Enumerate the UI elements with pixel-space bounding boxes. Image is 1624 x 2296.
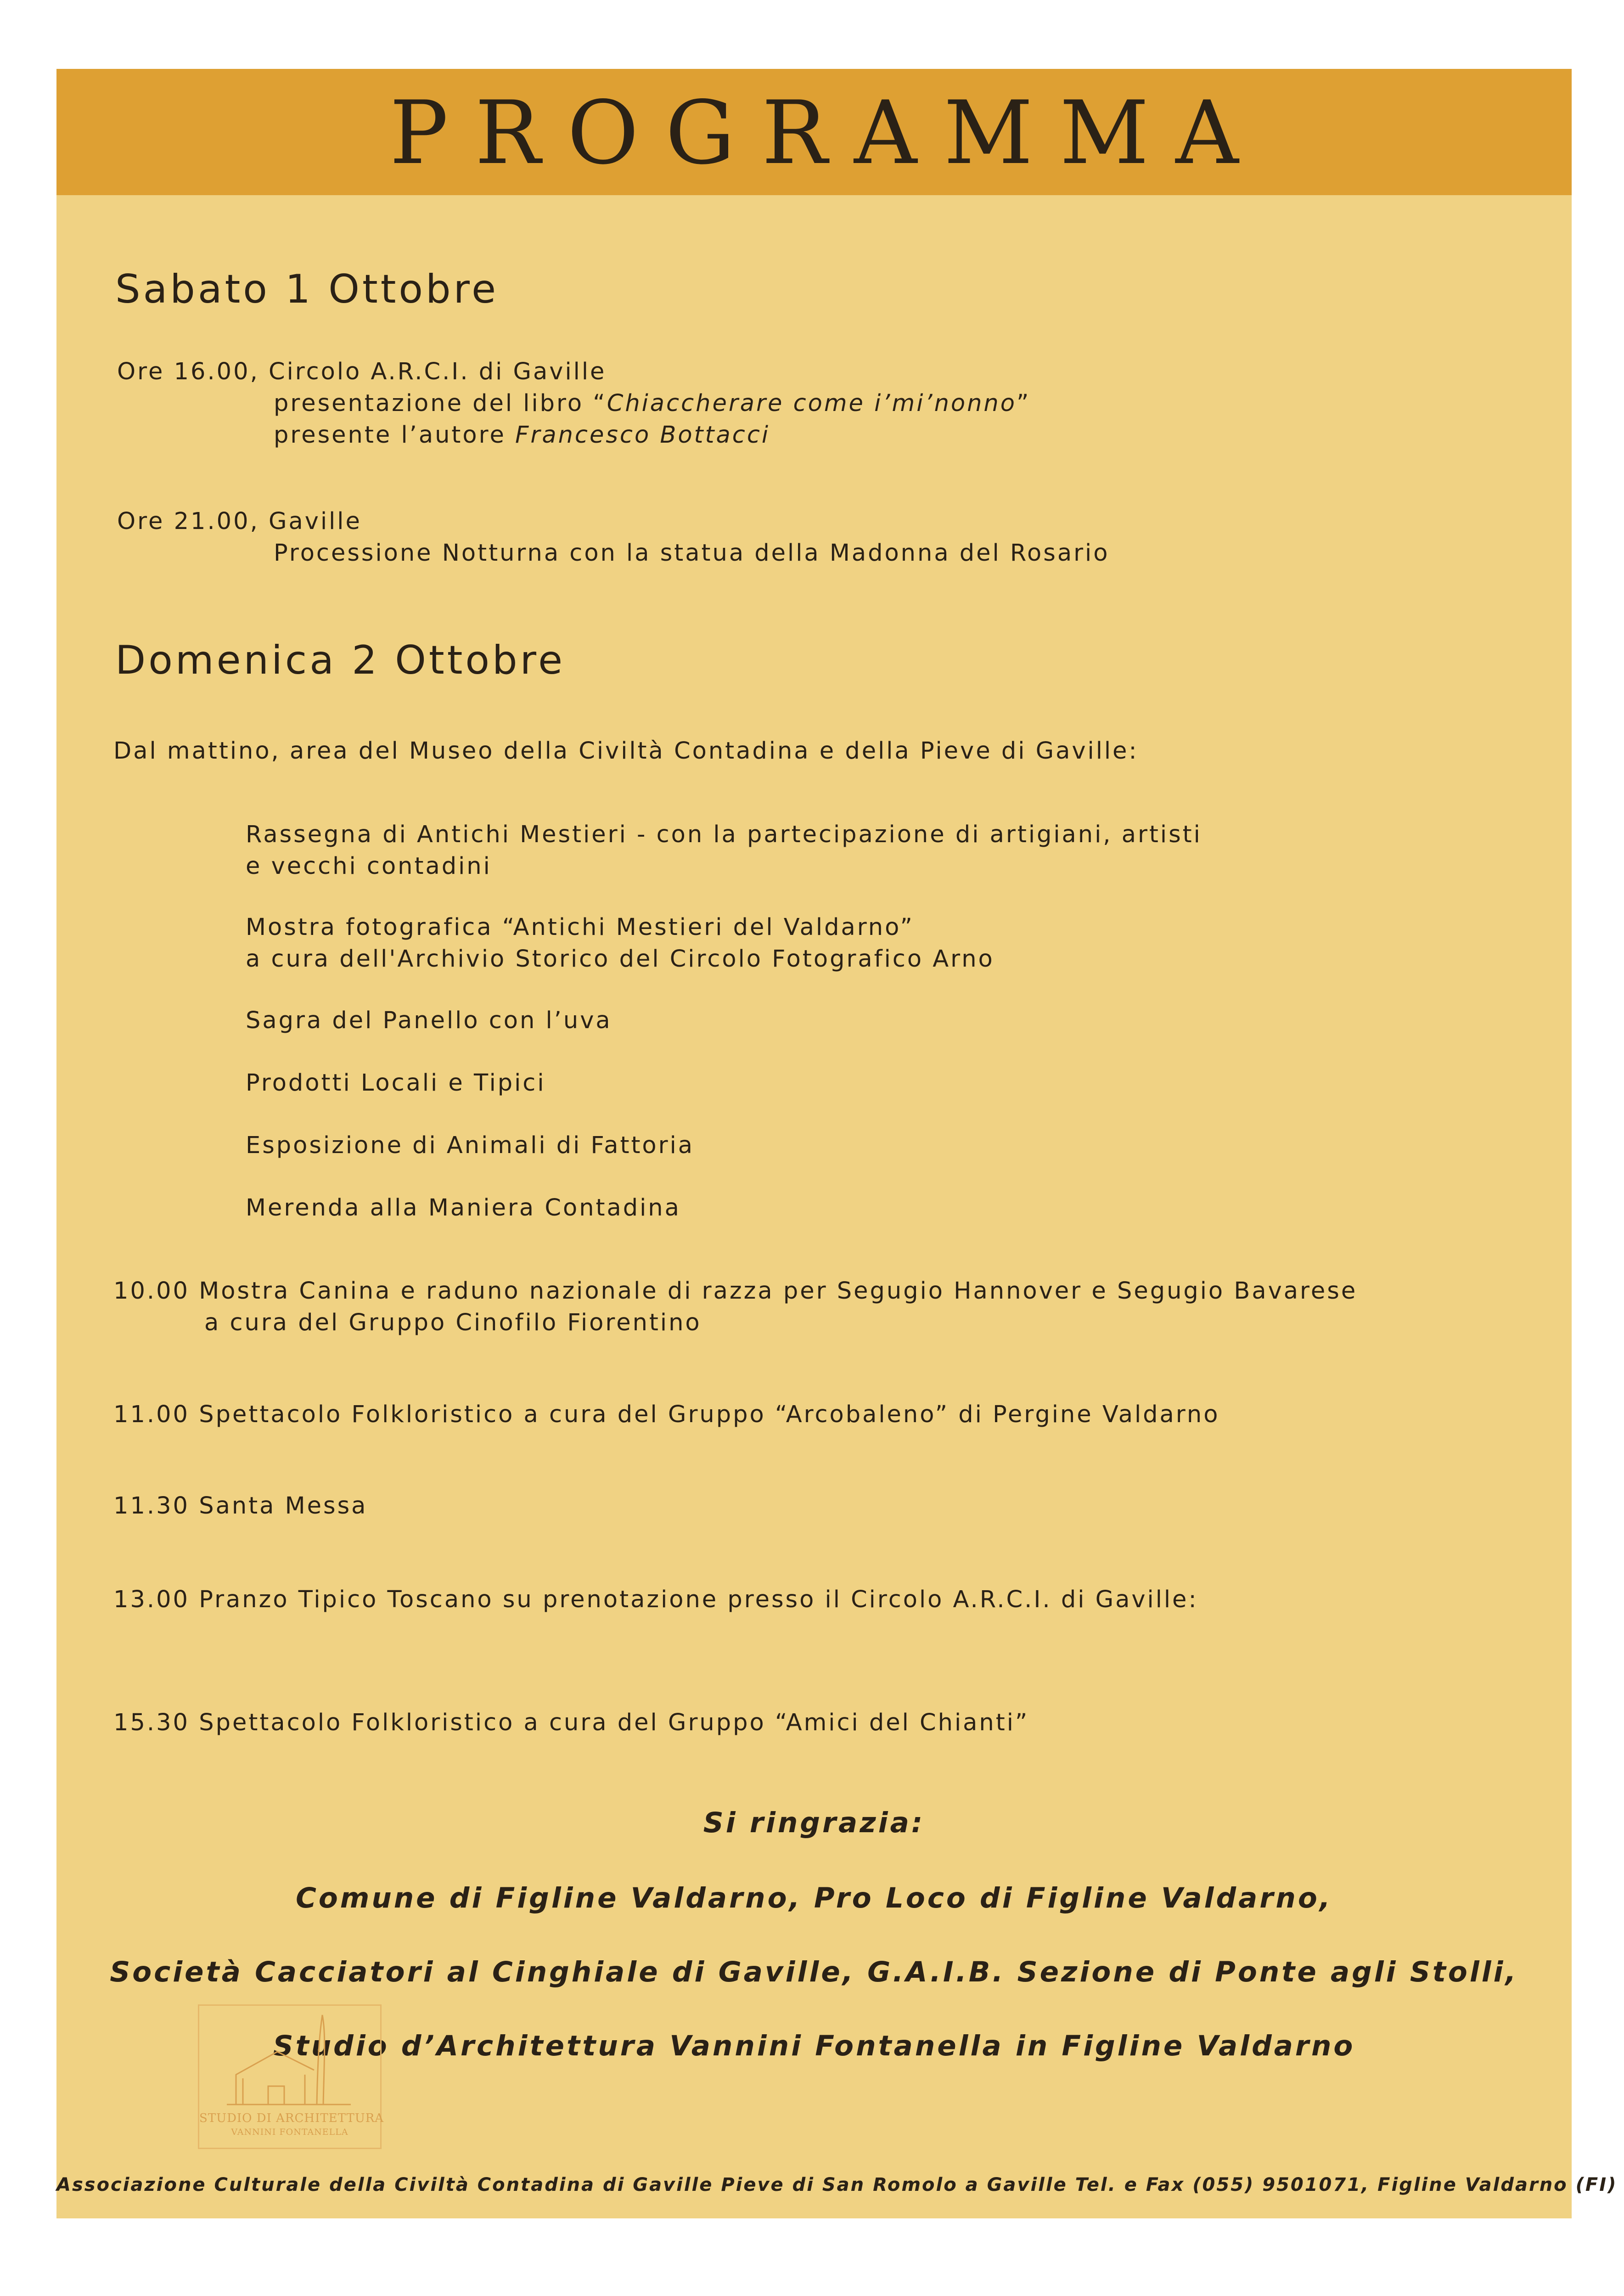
author-label: presente l’autore	[274, 422, 516, 449]
day2-heading: Domenica 2 Ottobre	[115, 637, 566, 683]
list-item: e vecchi contadini	[246, 853, 492, 880]
thanks-line2: Società Cacciatori al Cinghiale di Gaville, G.A.I.B. Sezione di Ponte agli Stolli,	[110, 1956, 1518, 1988]
list-item: a cura dell'Archivio Storico del Circolo Fotografico Arno	[246, 945, 995, 973]
list-item: Mostra fotografica “Antichi Mestieri del Valdarno”	[246, 914, 914, 941]
schedule-1530: 15.30 Spettacolo Folkloristico a cura del Gruppo “Amici del Chianti”	[113, 1709, 1029, 1736]
book-title: Chiaccherare come i’mi’nonno	[607, 390, 1017, 417]
day1-event2-line2: Processione Notturna con la statua della Madonna del Rosario	[274, 540, 1110, 567]
logo-line1: STUDIO DI ARCHITETTURA	[199, 2111, 384, 2125]
page-title: PROGRAMMA	[389, 82, 1265, 184]
schedule-1300: 13.00 Pranzo Tipico Toscano su prenotazione presso il Circolo A.R.C.I. di Gaville:	[113, 1586, 1198, 1613]
schedule-1100: 11.00 Spettacolo Folkloristico a cura del Gruppo “Arcobaleno” di Pergine Valdarno	[113, 1401, 1220, 1428]
schedule-1130: 11.30 Santa Messa	[113, 1492, 368, 1519]
logo-line2: VANNINI FONTANELLA	[231, 2127, 348, 2137]
list-item: Sagra del Panello con l’uva	[246, 1007, 612, 1034]
house-cypress-icon	[199, 2006, 380, 2111]
day2-intro: Dal mattino, area del Museo della Civiltà Contadina e della Pieve di Gaville:	[113, 737, 1139, 765]
list-item: Prodotti Locali e Tipici	[246, 1069, 546, 1097]
day1-event2-line1: Ore 21.00, Gaville	[117, 508, 362, 535]
book-quote-close: ”	[1016, 390, 1031, 417]
day1-event1-line3	[274, 420, 770, 451]
book-quote-open: presentazione del libro “	[274, 390, 607, 417]
schedule-1000-line2: a cura del Gruppo Cinofilo Fiorentino	[204, 1309, 702, 1336]
day1-event1-line1: Ore 16.00, Circolo A.R.C.I. di Gaville	[117, 358, 607, 385]
poster	[56, 69, 1618, 2218]
studio-logo	[198, 2004, 382, 2149]
header-band	[56, 69, 1572, 195]
day1-event1-line2	[274, 388, 1030, 419]
thanks-line1: Comune di Figline Valdarno, Pro Loco di Figline Valdarno,	[296, 1882, 1332, 1914]
day1-heading: Sabato 1 Ottobre	[115, 266, 499, 312]
thanks-line3: Studio d’Architettura Vannini Fontanella in Figline Valdarno	[273, 2030, 1355, 2062]
author-name: Francesco Bottacci	[515, 422, 770, 449]
list-item: Esposizione di Animali di Fattoria	[246, 1132, 695, 1159]
list-item: Merenda alla Maniera Contadina	[246, 1194, 681, 1221]
footer: Associazione Culturale della Civiltà Contadina di Gaville Pieve di San Romolo a Gaville Tel. e Fax (055) 9501071, Figline Valdarno (FI)	[56, 2174, 1618, 2195]
thanks-heading: Si ringrazia:	[703, 1806, 925, 1839]
list-item: Rassegna di Antichi Mestieri - con la partecipazione di artigiani, artisti	[246, 821, 1202, 848]
schedule-1000-line1: 10.00 Mostra Canina e raduno nazionale di razza per Segugio Hannover e Segugio Bavarese	[113, 1277, 1358, 1305]
